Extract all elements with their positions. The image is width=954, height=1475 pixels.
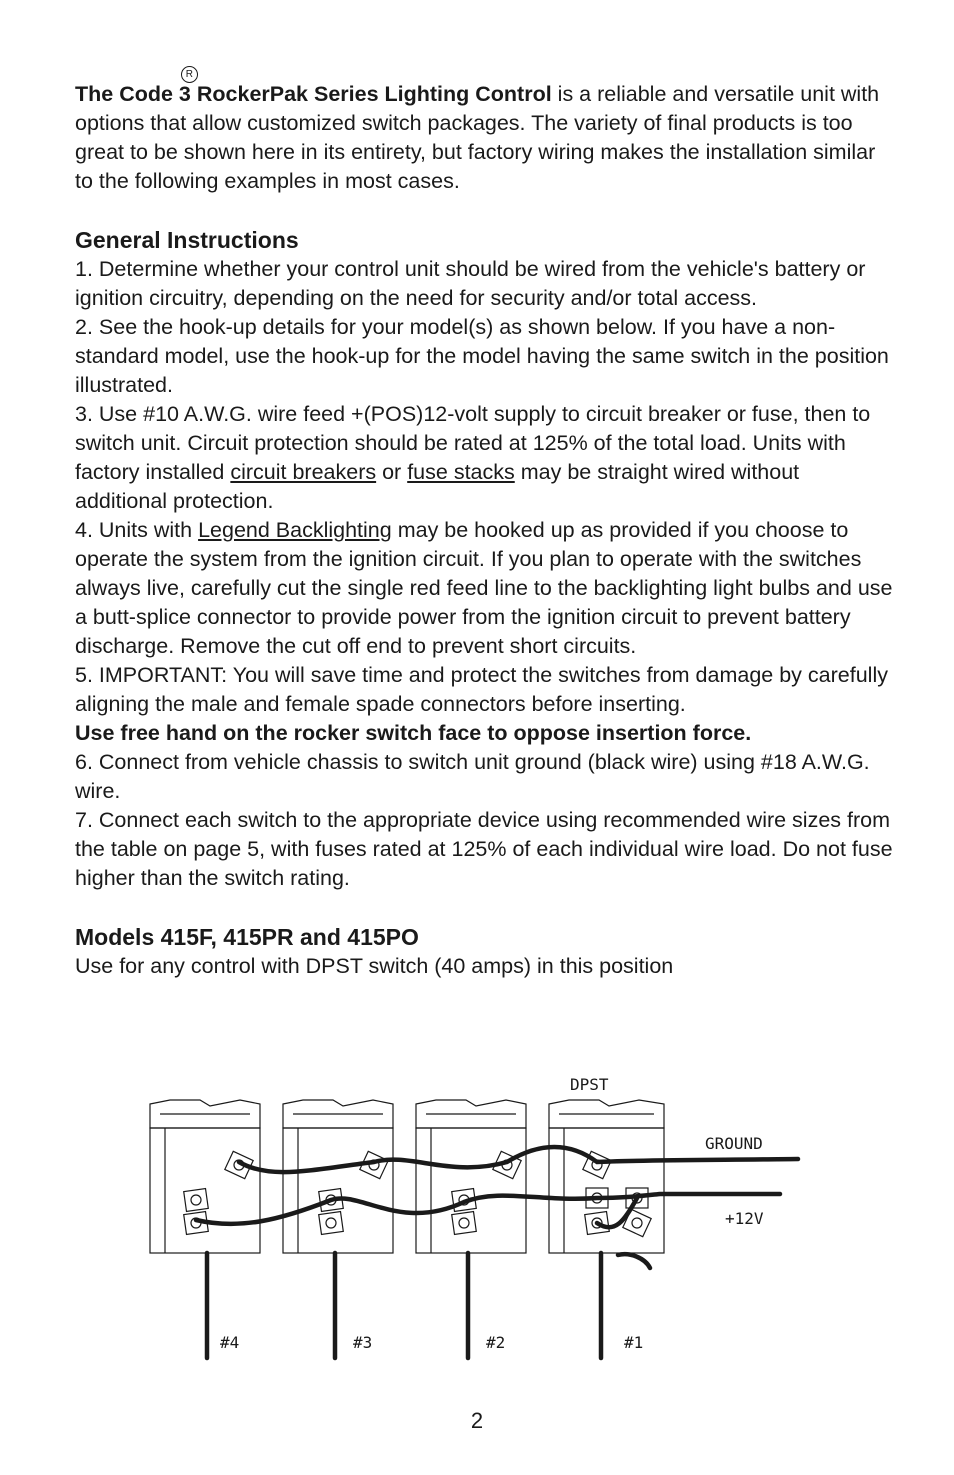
switch-3-housing: [283, 1100, 393, 1253]
page-number: 2: [470, 1408, 484, 1433]
models-subtitle: Use for any control with DPST switch (40 amps) in this position: [75, 954, 674, 978]
plus12-label: +12V: [725, 1209, 764, 1228]
switch-4-housing: [150, 1100, 260, 1253]
code3-mark: 3 R: [179, 80, 191, 109]
instruction-3: 3. Use #10 A.W.G. wire feed +(POS)12-volt supply to circuit breaker or fuse, then to switch unit. Circuit protection should be rated at 125% of the total load. Units with factory installed circuit breakers or fuse stacks may be straight wired without additional protection.: [75, 402, 871, 513]
switch-label-2: #2: [486, 1333, 506, 1352]
intro-paragraph: [75, 69, 895, 196]
instruction-5: 5. IMPORTANT: You will save time and protect the switches from damage by carefully aligning the male and female spade connectors before inserting.: [75, 663, 888, 716]
dpst-label: DPST: [570, 1075, 609, 1094]
registered-mark-icon: R: [181, 66, 198, 83]
plus12-wire: [196, 1194, 780, 1224]
switch-label-4: #4: [220, 1333, 240, 1352]
intro-title: The Code 3 R RockerPak Series Lighting Control: [75, 82, 552, 106]
switch-1-dpst-housing: [549, 1100, 664, 1253]
instruction-4: 4. Units with Legend Backlighting may be hooked up as provided if you choose to operate the system from the ignition circuit. If you plan to operate with the switches always live, carefully cut the single red feed line to the backlighting light bulbs and use a butt-splice connector to provide power from the ignition circuit to prevent battery discharge. Remove the cut off end to prevent short circuits.: [75, 518, 893, 658]
instruction-7: 7. Connect each switch to the appropriate device using recommended wire sizes from the table on page 5, with fuses rated at 125% of each individual wire load. Do not fuse higher than the switch rating.: [75, 808, 893, 890]
instruction-1: 1. Determine whether your control unit should be wired from the vehicle's battery or ignition circuitry, depending on the need for security and/or total access.: [75, 257, 866, 310]
general-instructions-heading: General Instructions: [75, 227, 299, 253]
instruction-6: 6. Connect from vehicle chassis to switch unit ground (black wire) using #18 A.W.G. wire.: [75, 750, 870, 803]
switch1-jumper: [618, 1254, 650, 1268]
switch-label-3: #3: [353, 1333, 373, 1352]
instruction-5-bold: Use free hand on the rocker switch face to oppose insertion force.: [75, 721, 752, 745]
circuit-breakers-link: circuit breakers: [230, 460, 377, 484]
fuse-stacks-link: fuse stacks: [407, 460, 515, 484]
wiring-diagram: [120, 1070, 820, 1370]
switch-2-housing: [416, 1100, 526, 1253]
intro-text: is a reliable and versatile unit with options that allow customized switch packages. The variety of final products is too great to be shown here in its entirety, but factory wiring makes the installation similar to the following examples in most cases.: [75, 82, 880, 193]
models-heading: Models 415F, 415PR and 415PO: [75, 924, 419, 950]
instruction-2: 2. See the hook-up details for your model(s) as shown below. If you have a non-standard model, use the hook-up for the model having the same switch in the position illustrated.: [75, 315, 889, 397]
switch-label-1: #1: [624, 1333, 644, 1352]
ground-label: GROUND: [705, 1134, 763, 1153]
legend-backlighting-link: Legend Backlighting: [198, 518, 392, 542]
page-content: [75, 69, 895, 981]
